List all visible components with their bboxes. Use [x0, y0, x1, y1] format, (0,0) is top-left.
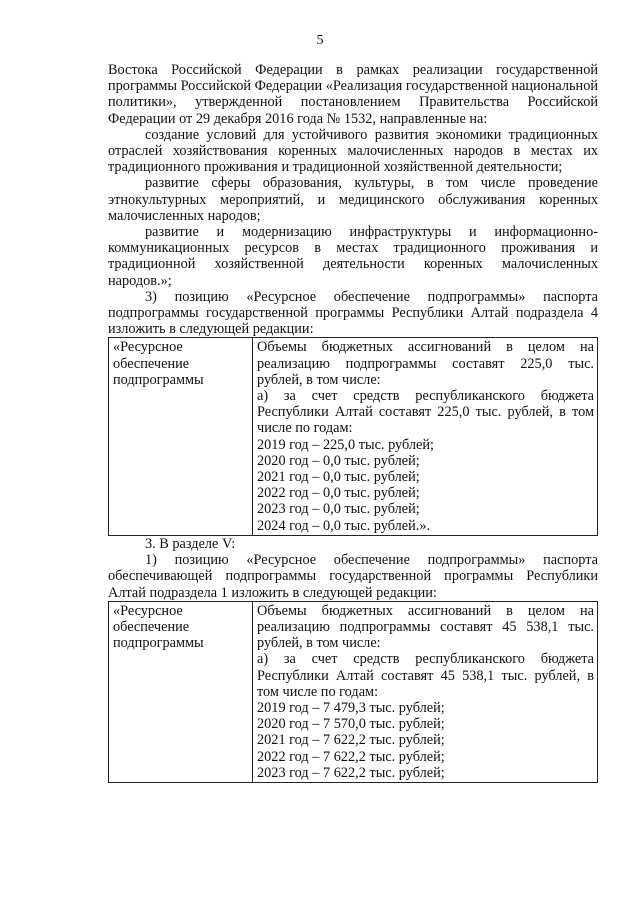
year-amount-line: 2020 год – 7 570,0 тыс. рублей;	[257, 716, 445, 733]
year-amount-line: 2022 год – 0,0 тыс. рублей;	[257, 485, 420, 502]
table-intro-text: Объемы бюджетных ассигнований в целом на реализацию подпрограммы составят 225,0 тыс. рублей, в том числе:	[257, 339, 594, 388]
page-number: 5	[316, 33, 324, 48]
table-value-cell	[253, 601, 598, 782]
resource-table-1	[108, 337, 598, 535]
year-amount-line: 2023 год – 0,0 тыс. рублей;	[257, 501, 420, 518]
table-label-line: подпрограммы	[113, 371, 204, 388]
table-label-line: подпрограммы	[113, 635, 204, 652]
paragraph: создание условий для устойчивого развития экономики традиционных отраслей хозяйствования коренных малочисленных народов в местах их традиционного проживания и традиционной хозяйственной деятельности;	[108, 126, 598, 176]
paragraph: развитие и модернизацию инфраструктуры и информационно-коммуникационных ресурсов в местах традиционного проживания и традиционной хозяйственной деятельности коренных малочисленных народов.»;	[108, 224, 598, 289]
year-list	[257, 700, 594, 781]
paragraph: 1) позицию «Ресурсное обеспечение подпрограммы» паспорта обеспечивающей подпрограммы государственной программы Республики Алтай подраздела 1 изложить в следующей редакции:	[108, 552, 598, 601]
table-label-line: «Ресурсное	[113, 339, 183, 356]
paragraph: 3) позицию «Ресурсное обеспечение подпрограммы» паспорта подпрограммы государственной программы Республики Алтай подраздела 4 изложить в следующей редакции:	[108, 288, 598, 338]
table-label-cell	[109, 338, 253, 535]
table-label-line: «Ресурсное	[113, 602, 183, 619]
paragraph: 3. В разделе V:	[145, 535, 236, 552]
table-label-line: обеспечение	[113, 618, 190, 635]
paragraph: развитие сферы образования, культуры, в том числе проведение этнокультурных мероприятий, и медицинского обслуживания коренных малочисленных народов;	[108, 175, 598, 224]
table-source-text: а) за счет средств республиканского бюджета Республики Алтай составят 225,0 тыс. рублей, в том числе по годам:	[257, 388, 594, 437]
year-amount-line: 2021 год – 7 622,2 тыс. рублей;	[257, 732, 445, 749]
middle-paragraphs	[108, 536, 598, 601]
table-value-cell	[253, 338, 598, 535]
paragraph: Востока Российской Федерации в рамках реализации государственной программы Российской Федерации «Реализация государственной национальной политики», утвержденной постановлением Правительства Российской Федерации от 29 декабря 2016 года № 1532, направленные на:	[108, 62, 598, 127]
table-label-line: обеспечение	[113, 355, 190, 372]
table-source-text: а) за счет средств республиканского бюджета Республики Алтай составят 45 538,1 тыс. рублей, в том числе по годам:	[257, 651, 594, 700]
top-paragraphs	[108, 62, 598, 337]
resource-table-2	[108, 601, 598, 783]
year-amount-line: 2022 год – 7 622,2 тыс. рублей;	[257, 748, 445, 765]
table-intro-text: Объемы бюджетных ассигнований в целом на реализацию подпрограммы составят 45 538,1 тыс. рублей, в том числе:	[257, 602, 594, 652]
table-label-cell	[109, 601, 253, 782]
document-body	[108, 62, 598, 783]
year-amount-line: 2024 год – 0,0 тыс. рублей.».	[257, 517, 431, 534]
table-row	[109, 338, 598, 535]
year-list	[257, 437, 594, 534]
year-amount-line: 2021 год – 0,0 тыс. рублей;	[257, 469, 420, 486]
table-row	[109, 601, 598, 782]
year-amount-line: 2019 год – 225,0 тыс. рублей;	[257, 436, 435, 453]
year-amount-line: 2023 год – 7 622,2 тыс. рублей;	[257, 764, 445, 781]
year-amount-line: 2020 год – 0,0 тыс. рублей;	[257, 452, 420, 469]
year-amount-line: 2019 год – 7 479,3 тыс. рублей;	[257, 699, 445, 716]
